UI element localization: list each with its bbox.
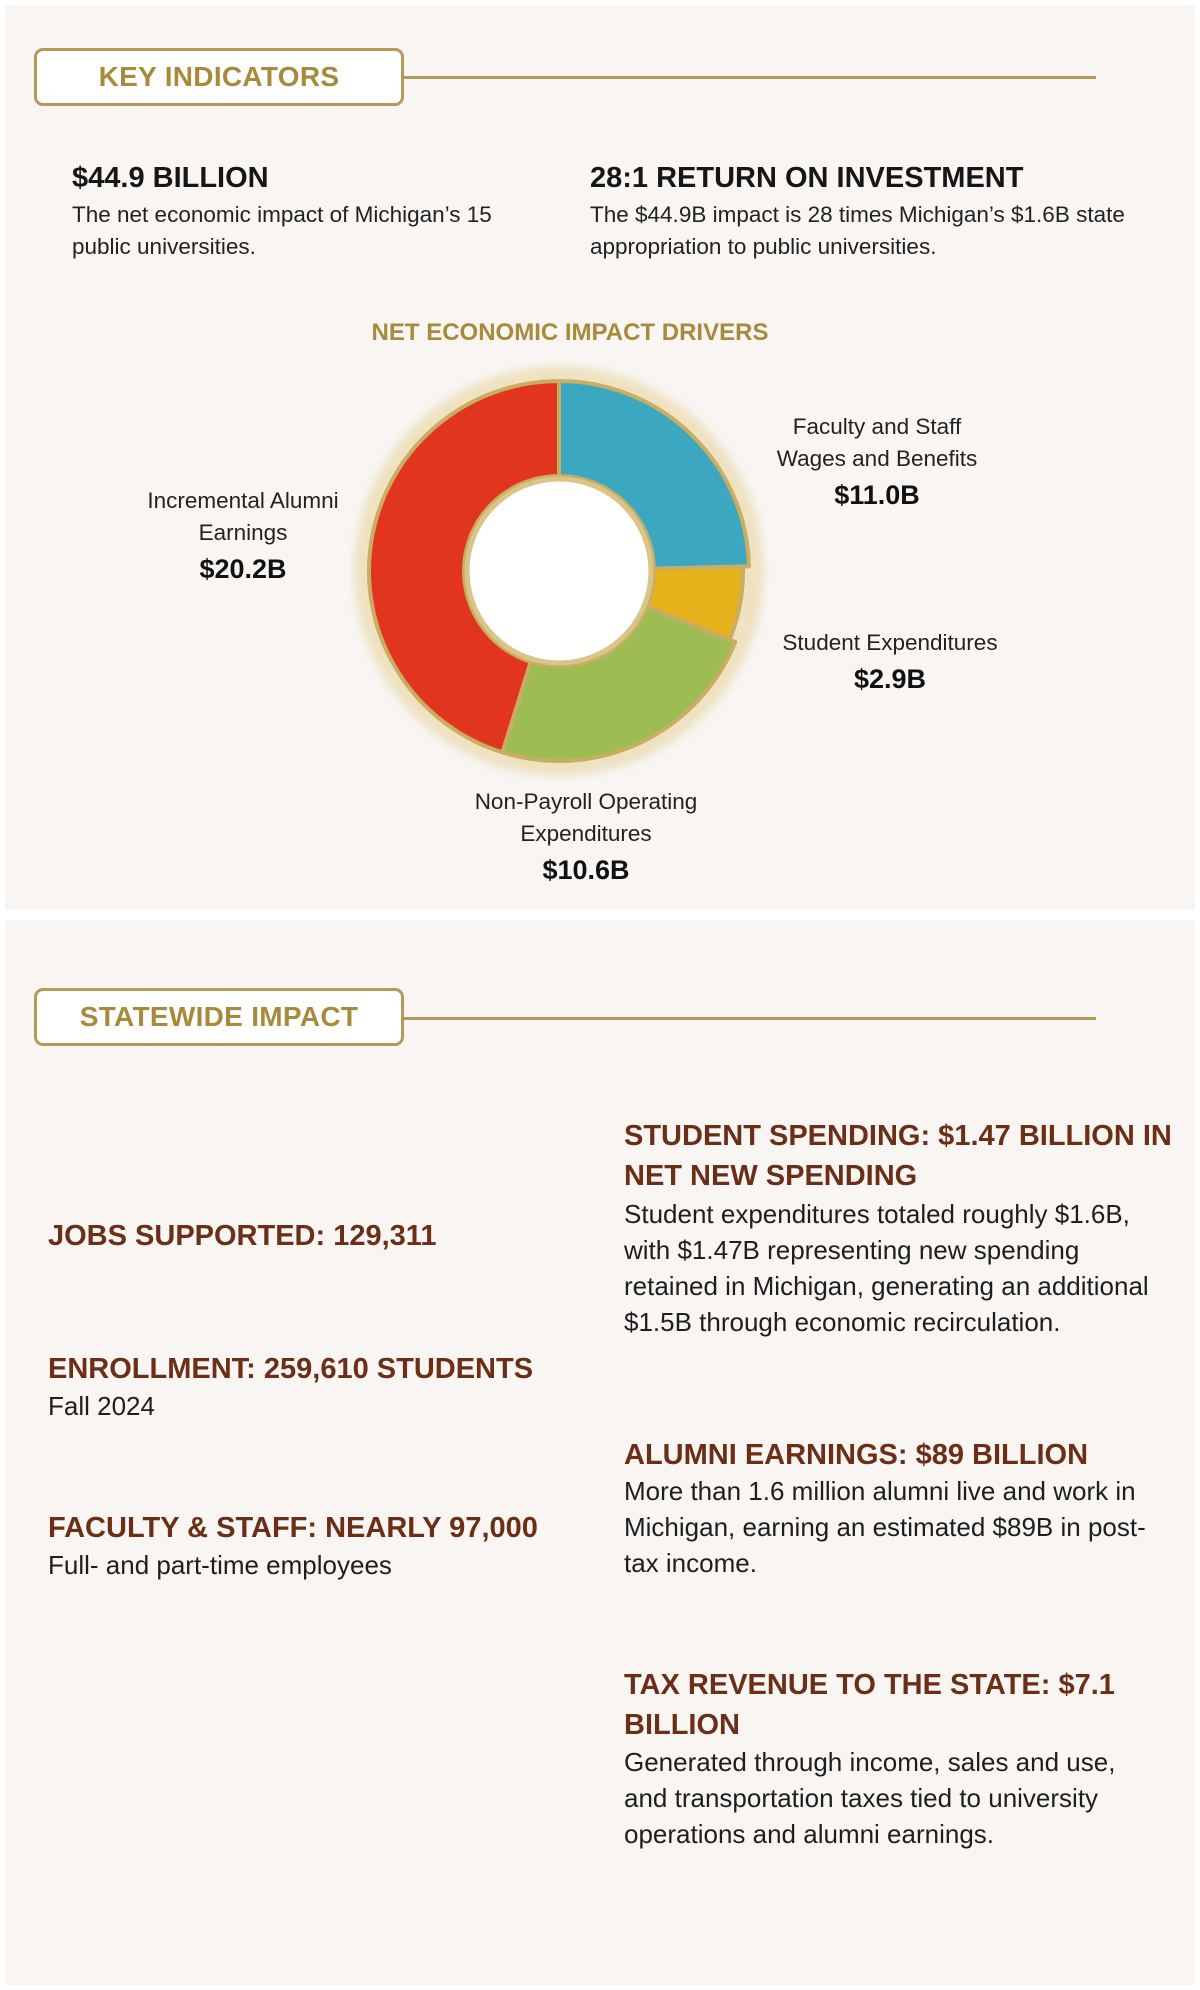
enrollment-title: ENROLLMENT: 259,610 STUDENTS — [48, 1353, 534, 1385]
slice-label-non-payroll — [451, 786, 721, 890]
donut-chart — [349, 361, 769, 781]
slice-value: $20.2B — [199, 554, 287, 584]
donut-hole — [467, 479, 651, 663]
slice-label-alumni-earnings — [133, 485, 353, 589]
tax-revenue-title: TAX REVENUE TO THE STATE: $7.1 BILLION — [624, 1669, 1115, 1741]
section-divider-line — [404, 76, 1096, 79]
alumni-earnings-title: ALUMNI EARNINGS: $89 BILLION — [624, 1439, 1089, 1471]
key-indicators-heading: KEY INDICATORS — [34, 48, 404, 106]
statewide-impact-heading: STATEWIDE IMPACT — [34, 988, 404, 1046]
roi-text: The $44.9B impact is 28 times Michigan’s $1.6B state appropriation to public universities. — [590, 202, 1125, 259]
slice-name: Incremental Alumni Earnings — [147, 488, 339, 545]
roi-title: 28:1 RETURN ON INVESTMENT — [590, 162, 1024, 194]
net-impact-title: $44.9 BILLION — [72, 162, 269, 194]
slice-name: Non-Payroll Operating Expenditures — [474, 789, 698, 846]
key-indicators-panel — [5, 5, 1195, 910]
net-impact-text: The net economic impact of Michigan’s 15 public universities. — [72, 202, 492, 259]
slice-name: Student Expenditures — [782, 630, 998, 655]
faculty-staff-text: Full- and part-time employees — [48, 1550, 392, 1580]
slice-value: $11.0B — [834, 480, 920, 510]
faculty-staff-title: FACULTY & STAFF: NEARLY 97,000 — [48, 1512, 538, 1544]
jobs-supported-title: JOBS SUPPORTED: 129,311 — [48, 1220, 437, 1252]
alumni-earnings-text: More than 1.6 million alumni live and work in Michigan, earning an estimated $89B in post-tax income. — [624, 1476, 1146, 1578]
enrollment-text: Fall 2024 — [48, 1391, 155, 1421]
tax-revenue-text: Generated through income, sales and use, and transportation taxes tied to university operations and alumni earnings. — [624, 1747, 1116, 1849]
student-spending-title: STUDENT SPENDING: $1.47 BILLION IN NET NEW SPENDING — [624, 1120, 1172, 1192]
slice-name: Faculty and Staff Wages and Benefits — [776, 414, 978, 471]
slice-value: $10.6B — [542, 855, 630, 885]
slice-label-student-expenditures — [755, 627, 1025, 699]
slice-label-faculty-wages — [767, 411, 987, 515]
statewide-impact-panel — [5, 920, 1195, 1985]
section-divider-line — [404, 1017, 1096, 1020]
student-spending-text: Student expenditures totaled roughly $1.6B, with $1.47B representing new spending retained in Michigan, generating an additional $1.5B through economic recirculation. — [624, 1199, 1149, 1337]
slice-value: $2.9B — [853, 664, 927, 694]
chart-title: NET ECONOMIC IMPACT DRIVERS — [371, 319, 769, 346]
